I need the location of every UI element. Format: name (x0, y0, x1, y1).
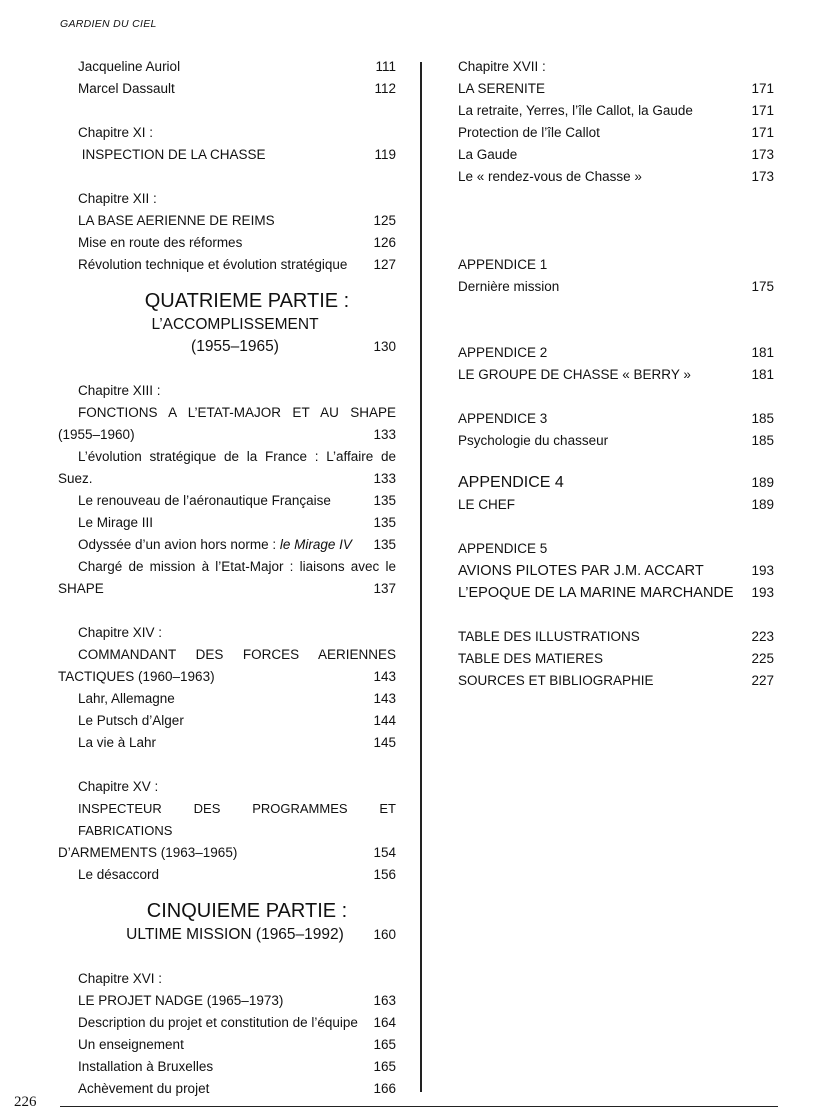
toc-entry: Installation à Bruxelles 165 (78, 1059, 396, 1074)
toc-entry: Jacqueline Auriol 111 (78, 59, 396, 74)
part-title: QUATRIEME PARTIE : (144, 290, 350, 312)
toc-entry: AVIONS PILOTES PAR J.M. ACCART 193 (458, 563, 774, 579)
toc-entry: Le « rendez-vous de Chasse » 173 (458, 169, 774, 184)
part-title: CINQUIEME PARTIE : (146, 900, 348, 922)
toc-heading-continued: (1955–1960) 133 (58, 427, 396, 442)
toc-entry: SOURCES ET BIBLIOGRAPHIE 227 (458, 673, 774, 688)
chapter-label: Chapitre XVI : (78, 971, 163, 986)
toc-entry: LA BASE AERIENNE DE REIMS 125 (78, 213, 396, 228)
page-number: 226 (14, 1094, 37, 1110)
appendix-heading: APPENDICE 3 185 (458, 411, 774, 426)
toc-entry-continued: Suez. 133 (58, 471, 396, 486)
toc-heading-continued: D’ARMEMENTS (1963–1965) 154 (58, 845, 396, 860)
toc-left-column (58, 56, 396, 1100)
footer-rule (60, 1106, 778, 1107)
toc-entry: Achèvement du projet 166 (78, 1081, 396, 1096)
toc-heading-continued: TACTIQUES (1960–1963) 143 (58, 669, 396, 684)
chapter-label: Chapitre XV : (78, 779, 159, 794)
toc-entry: TABLE DES MATIERES 225 (458, 651, 774, 666)
toc-heading: INSPECTEUR DES PROGRAMMES ET FABRICATIONS (78, 801, 396, 838)
chapter-label: Chapitre XVII : (458, 59, 546, 74)
appendix-heading: APPENDICE 1 (458, 257, 548, 272)
chapter-label: Chapitre XI : (78, 125, 154, 140)
toc-entry: TABLE DES ILLUSTRATIONS 223 (458, 629, 774, 644)
toc-entry: L’évolution stratégique de la France : L’affaire de (78, 449, 396, 464)
appendix-heading: APPENDICE 4 189 (458, 474, 774, 491)
part-dates: (1955–1965) 130 (191, 338, 396, 355)
appendix-heading: APPENDICE 5 (458, 541, 548, 556)
toc-entry: Le Putsch d’Alger 144 (78, 713, 396, 728)
toc-entry: La Gaude 173 (458, 147, 774, 162)
appendix-heading: APPENDICE 2 181 (458, 345, 774, 360)
toc-entry: Révolution technique et évolution stratégique 127 (78, 257, 396, 272)
chapter-label: Chapitre XIV : (78, 625, 163, 640)
running-header: GARDIEN DU CIEL (60, 18, 157, 30)
toc-entry: Mise en route des réformes 126 (78, 235, 396, 250)
toc-entry: Le désaccord 156 (78, 867, 396, 882)
toc-entry: INSPECTION DE LA CHASSE 119 (78, 147, 396, 162)
toc-entry-continued: SHAPE 137 (58, 581, 396, 596)
toc-heading: COMMANDANT DES FORCES AERIENNES (78, 647, 396, 662)
toc-entry: Dernière mission 175 (458, 279, 774, 294)
part-subtitle: ULTIME MISSION (1965–1992) 160 (126, 926, 396, 943)
toc-entry: L’EPOQUE DE LA MARINE MARCHANDE 193 (458, 585, 774, 601)
toc-entry: Le renouveau de l’aéronautique Française 135 (78, 493, 396, 508)
toc-entry: La vie à Lahr 145 (78, 735, 396, 750)
toc-entry: Protection de l’île Callot 171 (458, 125, 774, 140)
toc-heading: FONCTIONS A L’ETAT-MAJOR ET AU SHAPE (78, 405, 396, 420)
chapter-label: Chapitre XIII : (78, 383, 161, 398)
toc-entry: LE CHEF 189 (458, 497, 774, 512)
part-subtitle: L’ACCOMPLISSEMENT (151, 316, 319, 333)
toc-entry: LE GROUPE DE CHASSE « BERRY » 181 (458, 367, 774, 382)
toc-entry: Odyssée d’un avion hors norme : le Mirage IV 135 (78, 537, 396, 552)
toc-entry: La retraite, Yerres, l’île Callot, la Gaude 171 (458, 103, 774, 118)
chapter-label: Chapitre XII : (78, 191, 157, 206)
toc-entry: Lahr, Allemagne 143 (78, 691, 396, 706)
toc-entry: Un enseignement 165 (78, 1037, 396, 1052)
toc-entry: Marcel Dassault 112 (78, 81, 396, 96)
toc-entry: Le Mirage III 135 (78, 515, 396, 530)
toc-entry: Description du projet et constitution de l’équipe 164 (78, 1015, 396, 1030)
toc-entry: Chargé de mission à l’Etat-Major : liaisons avec le (78, 559, 396, 574)
toc-entry: LA SERENITE 171 (458, 81, 774, 96)
column-divider (420, 62, 422, 1092)
toc-entry: Psychologie du chasseur 185 (458, 433, 774, 448)
toc-entry: LE PROJET NADGE (1965–1973) 163 (78, 993, 396, 1008)
toc-right-column (458, 56, 774, 692)
